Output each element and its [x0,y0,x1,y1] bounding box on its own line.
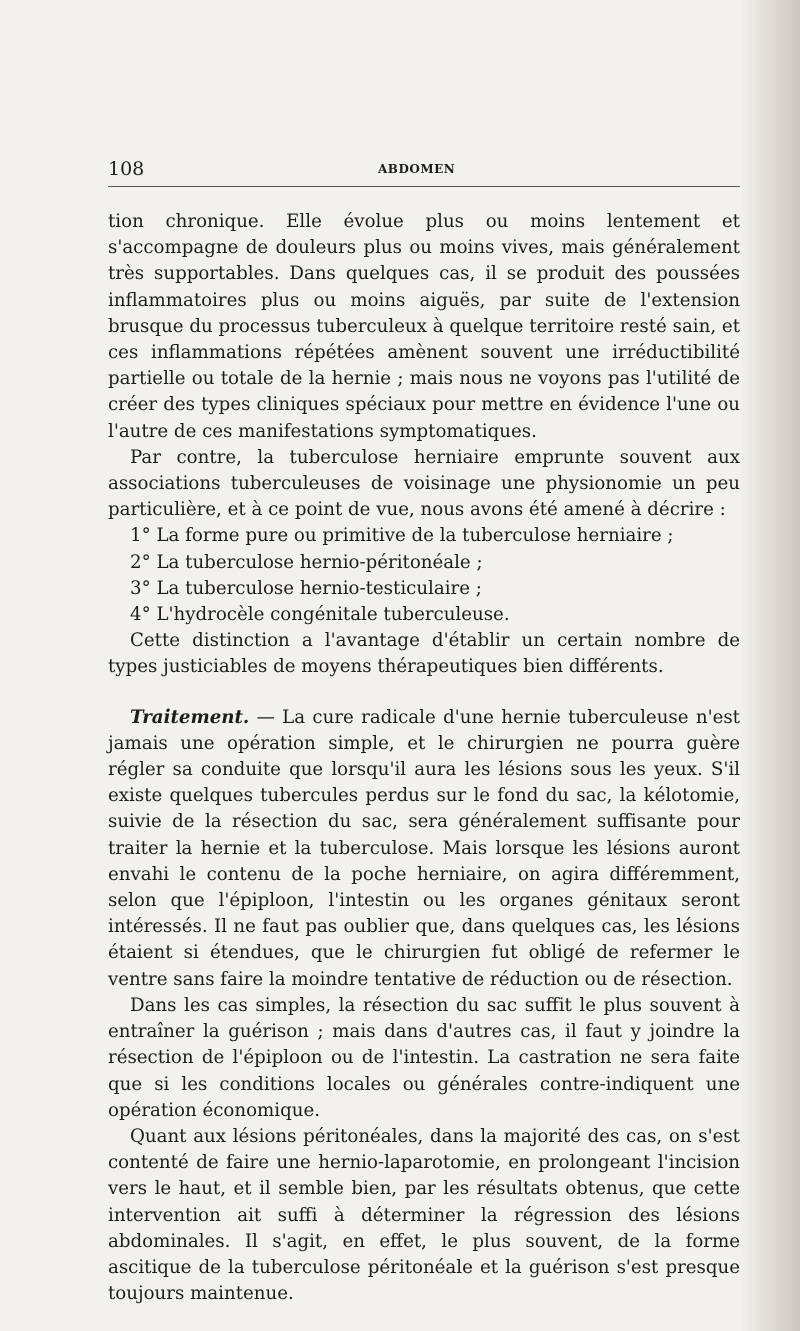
page-header [108,150,740,187]
paragraph-traitement [108,705,740,993]
paragraph-continuation: tion chronique. Elle évolue plus ou moins lentement et s'accompagne de douleurs plus ou moins vives, mais généralement très supportables. Dans quelques cas, il se produit des poussées inflammatoires plus ou moins aiguës, par suite de l'extension brusque du processus tuberculeux à quelque territoire resté sain, et ces inflammations répétées amènent souvent une irréductibilité partielle ou totale de la hernie ; mais nous ne voyons pas l'utilité de créer des types cliniques spéciaux pour mettre en évidence l'une ou l'autre de ces manifestations symptomatiques. [108,211,740,442]
traitement-text: — La cure radicale d'une hernie tuberculeuse n'est jamais une opération simple, et le chirurgien ne pourra guère régler sa conduite que lorsqu'il aura les lésions sous les yeux. S'il existe quelques tubercules perdus sur le fond du sac, la kélotomie, suivie de la résection du sac, sera généralement suffisante pour traiter la hernie et la tuberculose. Mais lorsque les lésions auront envahi le contenu de la poche herniaire, on agira différemment, selon que l'épiploon, l'intestin ou les organes génitaux seront intéressés. Il ne faut pas oublier que, dans quelques cas, les lésions étaient si étendues, que le chirurgien fut obligé de refermer le ventre sans faire la moindre tentative de réduction ou de résection. [108,706,740,990]
list-item-1: 1° La forme pure ou primitive de la tuberculose herniaire ; [130,525,674,547]
paragraph-cas-simples: Dans les cas simples, la résection du sac suffit le plus souvent à entraîner la guérison ; mais dans d'autres cas, il faut y joindre la résection de l'épiploon ou de l'intestin. La castration ne sera faite que si les conditions locales ou générales contre-indiquent une opération économique. [108,994,740,1121]
body-text [108,209,740,1307]
list-item-3: 3° La tuberculose hernio-testiculaire ; [130,577,482,599]
list-item-4: 4° L'hydrocèle congénitale tuberculeuse. [130,604,510,626]
paragraph-associations: Par contre, la tuberculose herniaire emprunte souvent aux associations tuberculeuses de voisinage une physionomie un peu particulière, et à ce point de vue, nous avons été amené à décrire : [108,446,740,521]
page-edge-shadow [740,0,800,1331]
page-number: 108 [108,158,145,180]
section-title: Traitement. [130,706,250,728]
paragraph-distinction: Cette distinction a l'avantage d'établir un certain nombre de types justiciables de moyens thérapeutiques bien différents. [108,630,740,678]
list-item-2: 2° La tuberculose hernio-péritonéale ; [130,551,483,573]
book-page [108,150,740,1307]
running-head: ABDOMEN [378,162,456,176]
paragraph-lesions-peritoneales: Quant aux lésions péritonéales, dans la majorité des cas, on s'est contenté de faire une hernio-laparotomie, en prolongeant l'incision vers le haut, et il semble bien, par les résultats obtenus, que cette intervention ait suffi à déterminer la régression des lésions abdominales. Il s'agit, en effet, le plus souvent, de la forme ascitique de la tuberculose péritonéale et la guérison s'est presque toujours maintenue. [108,1125,740,1305]
